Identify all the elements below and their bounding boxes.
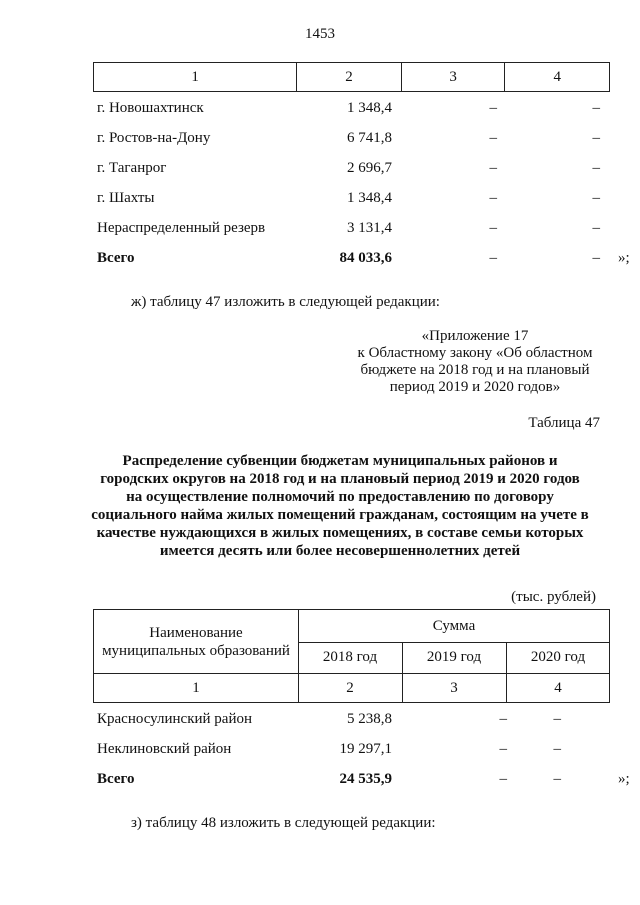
row-value-2018: 84 033,6 bbox=[339, 250, 392, 266]
appendix-line: «Приложение 17 bbox=[421, 328, 529, 344]
table1-col-4: 4 bbox=[553, 68, 561, 85]
title-line: Распределение субвенции бюджетам муниципальных районов и bbox=[122, 453, 558, 469]
row-value-2019: – bbox=[489, 220, 497, 236]
table-row bbox=[97, 741, 637, 763]
appendix-line: период 2019 и 2020 годов» bbox=[389, 379, 561, 395]
row-name: г. Ростов-на-Дону bbox=[97, 130, 211, 146]
table1-col-1: 1 bbox=[94, 63, 297, 91]
table2-col-2: 2 bbox=[346, 679, 354, 696]
row-value-2018: 2 696,7 bbox=[347, 160, 392, 176]
table-row bbox=[97, 190, 637, 212]
row-value-2020: – bbox=[553, 711, 561, 727]
appendix-reference bbox=[330, 328, 620, 396]
header-name-line: муниципальных образований bbox=[102, 642, 290, 659]
row-value-2018: 3 131,4 bbox=[347, 220, 392, 236]
divider bbox=[298, 642, 610, 643]
closing-quote: »; bbox=[618, 250, 630, 266]
table1-col-2: 2 bbox=[297, 63, 402, 91]
appendix-line: к Областному закону «Об областном bbox=[357, 345, 593, 361]
divider bbox=[94, 673, 610, 674]
title-line: имеется десять или более несовершеннолетних детей bbox=[159, 543, 521, 559]
table-label: Таблица 47 bbox=[528, 415, 600, 431]
table-row bbox=[97, 100, 637, 122]
row-value-2020: – bbox=[592, 160, 600, 176]
closing-quote: »; bbox=[618, 771, 630, 787]
row-value-2019: – bbox=[489, 130, 497, 146]
title-line: городских округов на 2018 год и на плановый период 2019 и 2020 годов bbox=[100, 471, 580, 487]
row-name: Красносулинский район bbox=[97, 711, 253, 727]
row-value-2020: – bbox=[553, 741, 561, 757]
row-value-2018: 24 535,9 bbox=[339, 771, 392, 787]
table-row bbox=[97, 160, 637, 182]
row-name: Неклиновский район bbox=[97, 741, 232, 757]
title-line: качестве нуждающихся в жилых помещениях, в составе семьи которых bbox=[96, 525, 584, 541]
title-line: на осуществление полномочий по предоставлению по договору bbox=[126, 489, 554, 505]
row-value-2020: – bbox=[553, 771, 561, 787]
header-year-2019: 2019 год bbox=[426, 649, 482, 665]
header-name-line: Наименование bbox=[149, 624, 243, 641]
table1-header-row bbox=[93, 62, 610, 92]
page-number: 1453 bbox=[305, 26, 335, 42]
row-value-2019: – bbox=[489, 250, 497, 266]
row-value-2020: – bbox=[592, 220, 600, 236]
table-row bbox=[97, 711, 637, 733]
table-row bbox=[97, 130, 637, 152]
paragraph-z: з) таблицу 48 изложить в следующей редакции: bbox=[131, 815, 436, 831]
row-value-2020: – bbox=[592, 250, 600, 266]
row-value-2020: – bbox=[592, 100, 600, 116]
row-name: Всего bbox=[97, 250, 135, 266]
row-value-2018: 1 348,4 bbox=[347, 190, 392, 206]
row-name: г. Новошахтинск bbox=[97, 100, 204, 116]
row-value-2018: 1 348,4 bbox=[347, 100, 392, 116]
row-value-2019: – bbox=[499, 711, 507, 727]
row-name: г. Шахты bbox=[97, 190, 155, 206]
table2-col-1: 1 bbox=[192, 679, 200, 696]
units-label: (тыс. рублей) bbox=[511, 589, 596, 605]
appendix-line: бюджете на 2018 год и на плановый bbox=[360, 362, 590, 378]
table-row-total bbox=[97, 250, 637, 272]
table2-header bbox=[93, 609, 610, 703]
paragraph-zh: ж) таблицу 47 изложить в следующей редакции: bbox=[131, 294, 440, 310]
row-value-2018: 6 741,8 bbox=[347, 130, 392, 146]
row-name: Всего bbox=[97, 771, 135, 787]
row-value-2019: – bbox=[489, 190, 497, 206]
table1-col-3: 3 bbox=[402, 63, 506, 91]
row-name: Нераспределенный резерв bbox=[97, 220, 266, 236]
row-value-2020: – bbox=[592, 190, 600, 206]
row-value-2020: – bbox=[592, 130, 600, 146]
divider bbox=[298, 610, 299, 703]
header-year-2020: 2020 год bbox=[530, 649, 586, 665]
header-name-cell bbox=[94, 610, 298, 673]
table-row bbox=[97, 220, 637, 242]
table2-col-3: 3 bbox=[450, 679, 458, 696]
row-value-2019: – bbox=[499, 771, 507, 787]
row-value-2019: – bbox=[499, 741, 507, 757]
row-value-2019: – bbox=[489, 160, 497, 176]
row-value-2018: 5 238,8 bbox=[347, 711, 392, 727]
table-row-total bbox=[97, 771, 637, 793]
table-title bbox=[60, 452, 620, 560]
row-name: г. Таганрог bbox=[97, 160, 167, 176]
row-value-2018: 19 297,1 bbox=[339, 741, 392, 757]
row-value-2019: – bbox=[489, 100, 497, 116]
title-line: социального найма жилых помещений гражданам, состоящим на учете в bbox=[91, 507, 589, 523]
header-sum-cell: Сумма bbox=[432, 617, 476, 634]
header-year-2018: 2018 год bbox=[322, 649, 378, 665]
table2-col-4: 4 bbox=[554, 679, 562, 696]
